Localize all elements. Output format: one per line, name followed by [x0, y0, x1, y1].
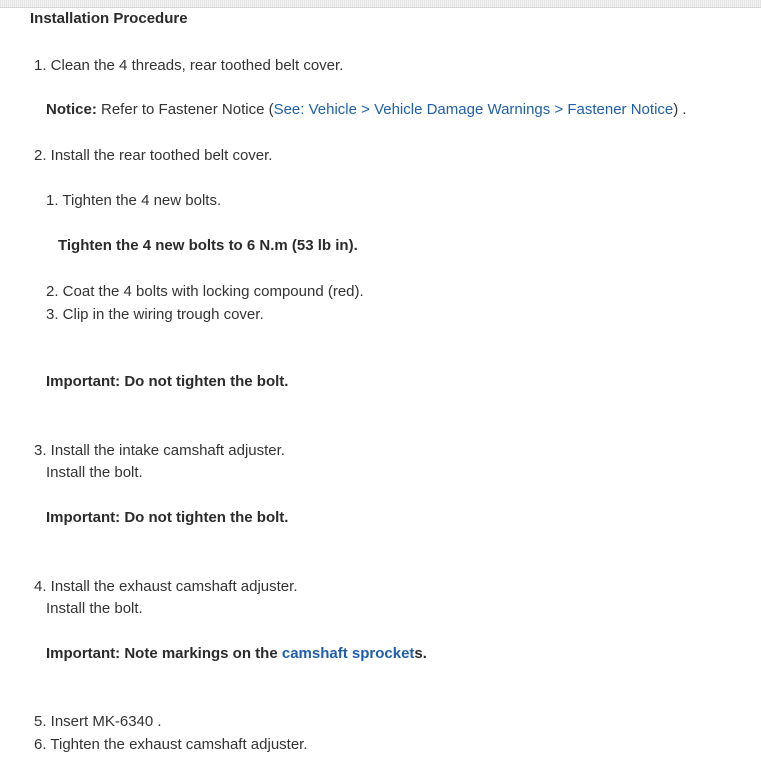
step-2-sub-1: 1. Tighten the 4 new bolts. — [46, 192, 222, 209]
important-note-3 — [46, 645, 427, 663]
important-note-3-prefix: Important: Note markings on the — [46, 645, 282, 662]
step-5-text: 5. Insert MK-6340 . — [34, 713, 162, 730]
step-2-sub-2: 2. Coat the 4 bolts with locking compound (red). — [46, 283, 364, 300]
notice-line — [46, 101, 687, 119]
step-4-text: 4. Install the exhaust camshaft adjuster. — [34, 578, 298, 595]
step-3-text: 3. Install the intake camshaft adjuster. — [34, 442, 285, 459]
step-2-text: 2. Install the rear toothed belt cover. — [34, 147, 273, 164]
step-2-sub-3: 3. Clip in the wiring trough cover. — [46, 306, 264, 323]
notice-label: Notice: — [46, 101, 97, 118]
camshaft-sprocket-link[interactable]: camshaft sprocket — [281, 645, 415, 662]
notice-end: ) . — [673, 101, 687, 118]
section-heading: Installation Procedure — [30, 10, 188, 27]
top-border — [0, 0, 761, 8]
step-1-text: 1. Clean the 4 threads, rear toothed belt cover. — [34, 57, 344, 74]
important-note-2: Important: Do not tighten the bolt. — [46, 509, 289, 526]
important-note-3-suffix: s. — [414, 645, 427, 662]
step-6-text: 6. Tighten the exhaust camshaft adjuster. — [34, 736, 308, 753]
notice-text: Refer to Fastener Notice ( — [96, 101, 274, 118]
fastener-notice-link[interactable]: See: Vehicle > Vehicle Damage Warnings > Fastener Notice — [273, 101, 674, 118]
step-3-sub: Install the bolt. — [46, 464, 143, 481]
torque-spec: Tighten the 4 new bolts to 6 N.m (53 lb in). — [58, 237, 358, 254]
important-note-1: Important: Do not tighten the bolt. — [46, 373, 289, 390]
step-4-sub: Install the bolt. — [46, 600, 143, 617]
